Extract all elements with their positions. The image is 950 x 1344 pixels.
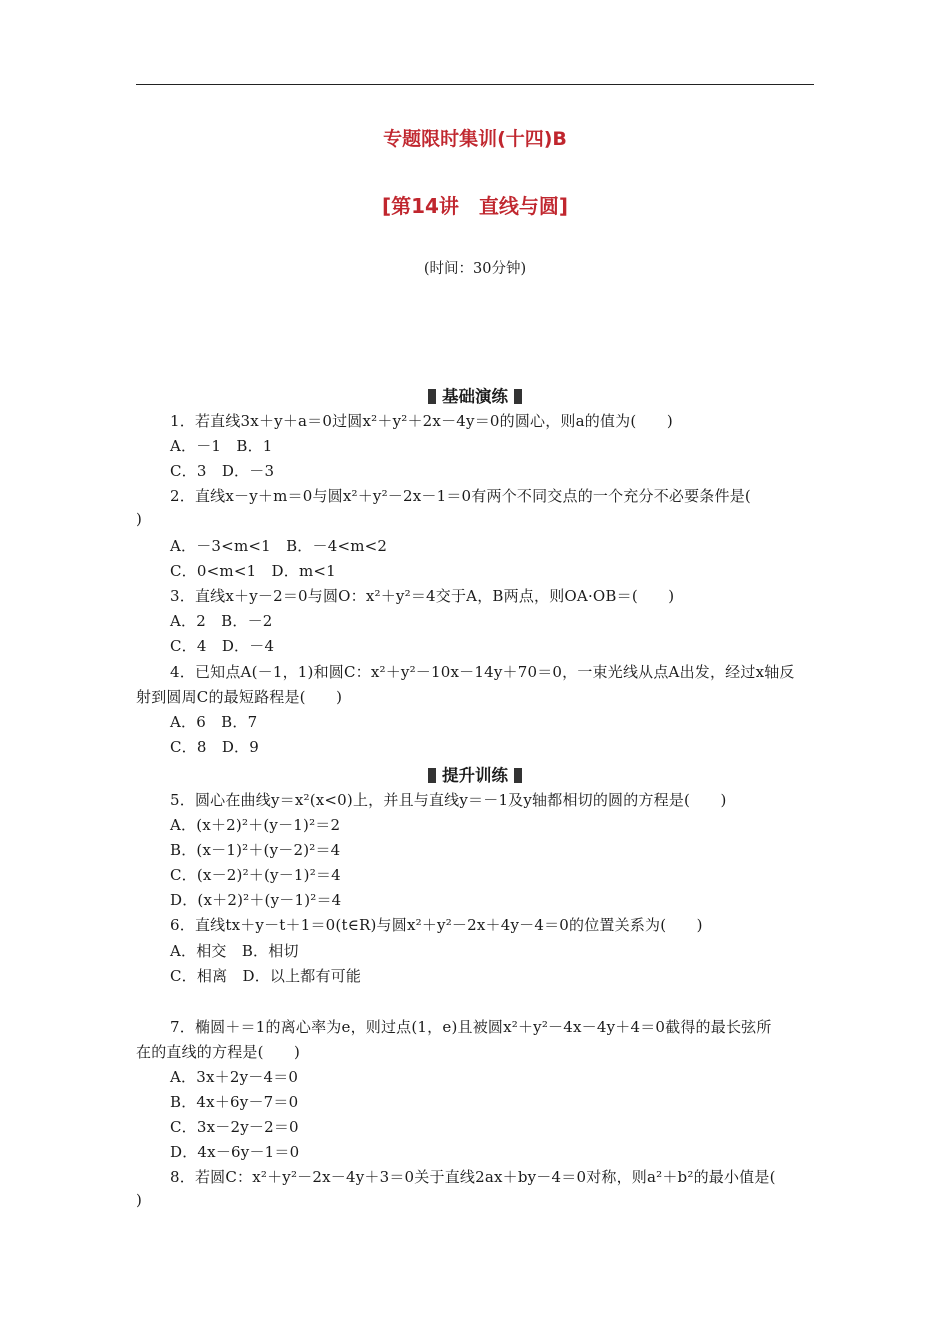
header-rule: [136, 84, 814, 85]
question-1-options-cd: C．3 D．－3: [170, 462, 275, 480]
question-5-option-c: C．(x－2)²＋(y－1)²＝4: [170, 866, 341, 884]
question-2-continued: ): [136, 510, 143, 528]
question-1-options-ab: A．－1 B．1: [170, 437, 273, 455]
question-7: 7．椭圆＋＝1的离心率为e，则过点(1，e)且被圆x²＋y²－4x－4y＋4＝0截得的最长弦所: [170, 1018, 772, 1036]
question-5-option-b: B．(x－1)²＋(y－2)²＝4: [170, 841, 341, 859]
question-5-option-a: A．(x＋2)²＋(y－1)²＝2: [170, 816, 341, 834]
question-3-options-ab: A．2 B．－2: [170, 612, 273, 630]
question-7-option-c: C．3x－2y－2＝0: [170, 1118, 299, 1136]
question-4-options-ab: A．6 B．7: [170, 713, 258, 731]
lesson-subtitle: [第14讲 直线与圆]: [381, 194, 569, 218]
question-7-continued: 在的直线的方程是( ): [136, 1043, 301, 1061]
question-5: 5．圆心在曲线y＝x²(x<0)上，并且与直线y＝－1及y轴都相切的圆的方程是( ): [170, 791, 727, 809]
question-4-continued: 射到圆周C的最短路程是( ): [136, 688, 343, 706]
question-3: 3．直线x＋y－2＝0与圆O：x²＋y²＝4交于A，B两点，则OA·OB＝( ): [170, 587, 675, 605]
question-2-options-ab: A．－3<m<1 B．－4<m<2: [170, 537, 388, 555]
question-8-continued: ): [136, 1191, 143, 1209]
question-6-options-cd: C．相离 D．以上都有可能: [170, 967, 362, 985]
question-6-options-ab: A．相交 B．相切: [170, 942, 299, 960]
question-7-option-d: D．4x－6y－1＝0: [170, 1143, 300, 1161]
section-marker-icon: [514, 768, 522, 783]
section-heading-advanced: 提升训练: [0, 762, 950, 786]
section-marker-icon: [428, 389, 436, 404]
question-2: 2．直线x－y＋m＝0与圆x²＋y²－2x－1＝0有两个不同交点的一个充分不必要条件是(: [170, 487, 751, 505]
question-5-option-d: D．(x＋2)²＋(y－1)²＝4: [170, 891, 342, 909]
question-4: 4．已知点A(－1，1)和圆C：x²＋y²－10x－14y＋70＝0，一束光线从点A出发，经过x轴反: [170, 663, 795, 681]
question-3-options-cd: C．4 D．－4: [170, 637, 275, 655]
question-7-option-b: B．4x＋6y－7＝0: [170, 1093, 299, 1111]
question-8: 8．若圆C：x²＋y²－2x－4y＋3＝0关于直线2ax＋by－4＝0对称，则a²＋b²的最小值是(: [170, 1168, 776, 1186]
section-marker-icon: [428, 768, 436, 783]
question-1: 1．若直线3x＋y＋a＝0过圆x²＋y²＋2x－4y＝0的圆心，则a的值为( ): [170, 412, 673, 430]
time-limit: (时间：30分钟): [423, 261, 527, 277]
question-6: 6．直线tx＋y－t＋1＝0(t∈R)与圆x²＋y²－2x＋4y－4＝0的位置关系为( ): [170, 916, 703, 934]
section-heading-basic: 基础演练: [0, 383, 950, 407]
question-4-options-cd: C．8 D．9: [170, 738, 259, 756]
page-title: 专题限时集训(十四)B: [383, 128, 567, 150]
section-marker-icon: [514, 389, 522, 404]
question-2-options-cd: C．0<m<1 D．m<1: [170, 562, 336, 580]
question-7-option-a: A．3x＋2y－4＝0: [170, 1068, 299, 1086]
